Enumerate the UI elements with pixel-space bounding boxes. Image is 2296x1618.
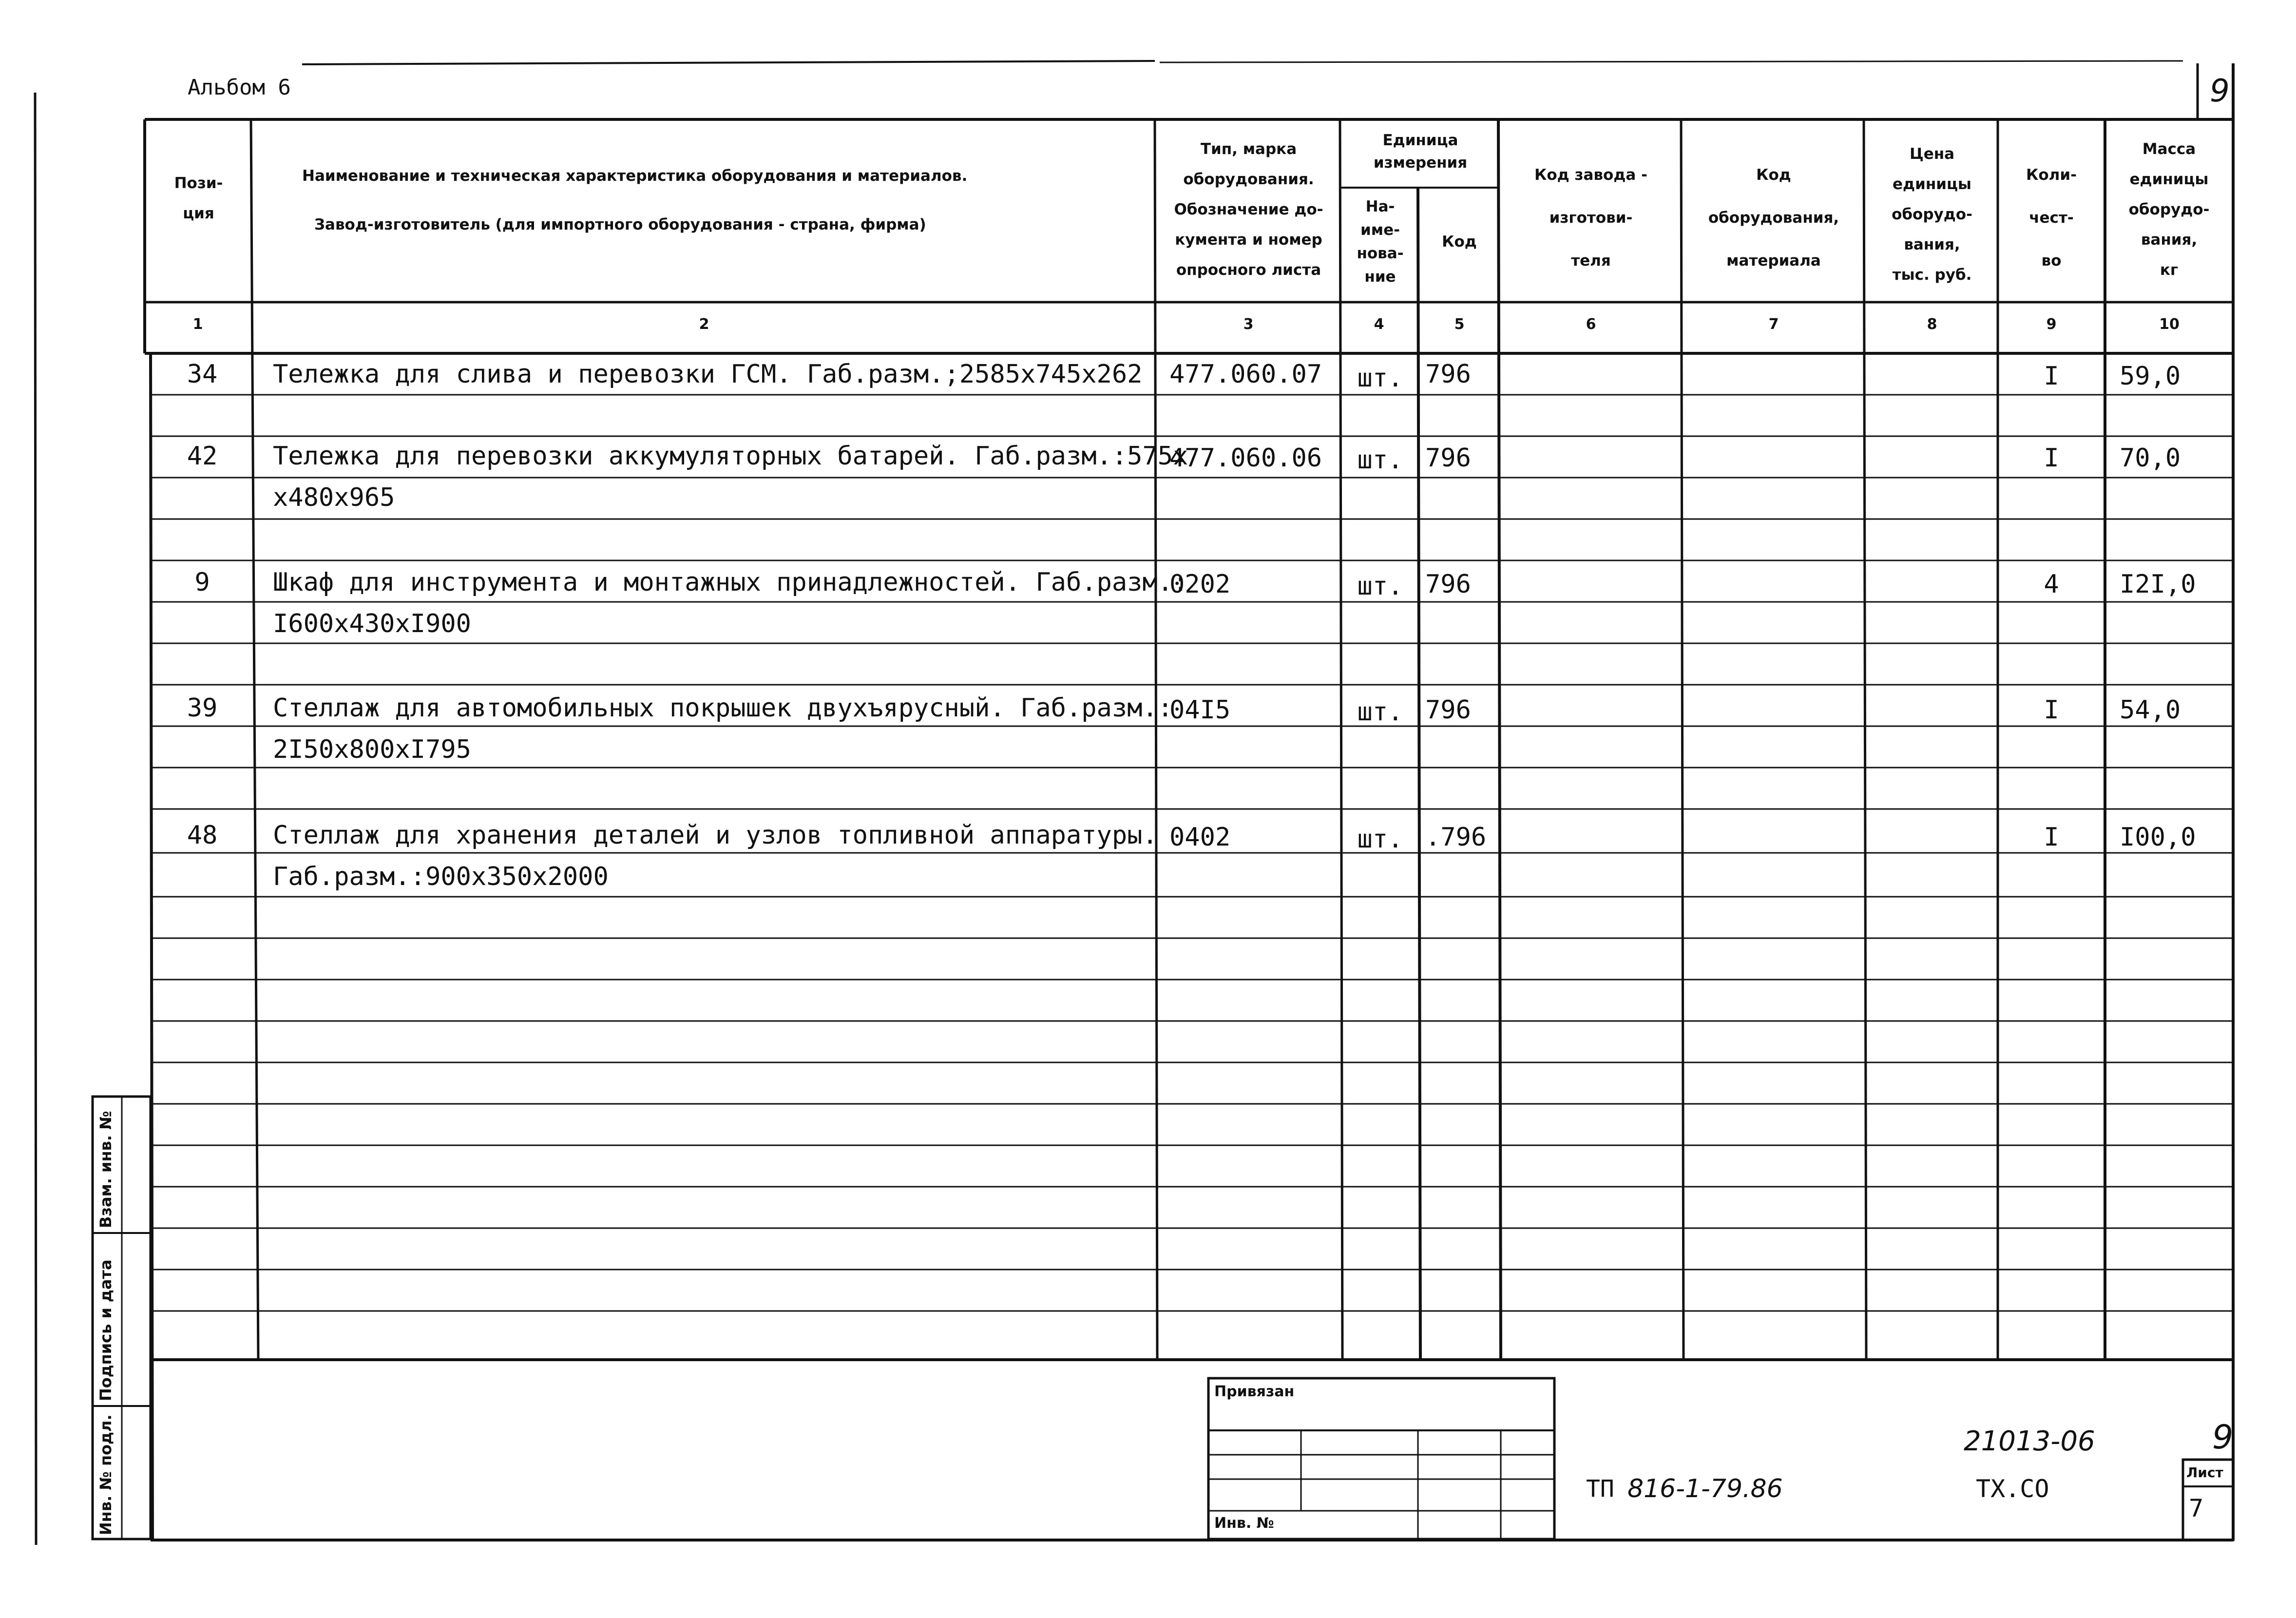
row-type: 477.060.07 <box>1169 360 1322 389</box>
row-name-line: Тележка для перевозки аккумуляторных батарей. Габ.разм.:575х <box>273 442 1188 471</box>
row-quantity: I <box>2044 695 2059 725</box>
row-code: .796 <box>1425 823 1487 852</box>
side-label-replacement-inv: Взам. инв. № <box>96 1111 115 1228</box>
row-name-line: Габ.разм.:900х350х2000 <box>273 862 609 891</box>
header-position: Пози- ция <box>174 174 223 222</box>
row-position: 48 <box>187 821 218 850</box>
side-label-original-inv: Инв. № подл. <box>96 1414 115 1535</box>
column-number: 3 <box>1243 316 1254 333</box>
row-name-line: I600х430хI900 <box>273 609 471 638</box>
row-name-line: Стеллаж для автомобильных покрышек двухъярусный. Габ.разм.: <box>273 693 1173 723</box>
side-label-signature-date: Подпись и дата <box>96 1259 115 1401</box>
row-unit: шт. <box>1357 445 1403 475</box>
row-position: 39 <box>187 693 218 723</box>
stamp-privyazan: Привязан <box>1214 1383 1295 1400</box>
column-number: 7 <box>1768 316 1779 333</box>
row-unit: шт. <box>1357 364 1403 393</box>
header-type: Тип, марка оборудования. Обозначение до- кумента и номер опросного листа <box>1174 140 1323 279</box>
column-number: 6 <box>1586 316 1596 333</box>
row-code: 796 <box>1425 360 1471 389</box>
column-number: 8 <box>1927 316 1937 333</box>
row-name-line: Шкаф для инструмента и монтажных принадлежностей. Габ.разм.: <box>273 568 1188 597</box>
row-name-line: х480х965 <box>273 483 395 512</box>
column-number: 10 <box>2159 316 2180 333</box>
header-mass: Масса единицы оборудо- вания, кг <box>2128 140 2210 279</box>
column-number: 5 <box>1454 316 1465 333</box>
row-mass: I00,0 <box>2120 823 2196 852</box>
row-mass: 59,0 <box>2120 362 2181 391</box>
row-position: 42 <box>187 442 218 471</box>
row-code: 796 <box>1425 443 1471 473</box>
row-type: 04I5 <box>1169 695 1231 725</box>
header-maker-code: Код завода - изготови- теля <box>1534 166 1647 270</box>
header-unit-name: На- име- нова- ние <box>1357 198 1404 286</box>
header-quantity: Коли- чест- во <box>2026 166 2077 270</box>
column-number: 1 <box>192 316 203 333</box>
column-number: 2 <box>699 316 709 333</box>
stamp-list-label: Лист <box>2186 1464 2223 1481</box>
header-unit-code: Код <box>1442 233 1477 250</box>
row-type: 0202 <box>1169 570 1231 599</box>
row-quantity: I <box>2044 823 2059 852</box>
row-quantity: I <box>2044 362 2059 391</box>
row-position: 9 <box>194 568 210 597</box>
album-label: Альбом 6 <box>188 75 291 100</box>
stamp-tp-label: ТП <box>1586 1475 1614 1502</box>
header-name-line1: Наименование и техническая характеристика оборудования и материалов. <box>302 167 968 185</box>
column-number: 4 <box>1374 316 1384 333</box>
row-position: 34 <box>187 360 218 389</box>
row-type: 477.060.06 <box>1169 443 1322 473</box>
row-mass: 54,0 <box>2120 695 2181 725</box>
row-mass: I2I,0 <box>2120 570 2196 599</box>
header-name-line2: Завод-изготовитель (для импортного оборудования - страна, фирма) <box>314 216 926 233</box>
row-name-line: Стеллаж для хранения деталей и узлов топливной аппаратуры. <box>273 821 1158 850</box>
row-unit: шт. <box>1357 697 1403 727</box>
stamp-tx-code: ТХ.СО <box>1976 1475 2049 1503</box>
header-unit-group: Единица измерения <box>1373 132 1468 172</box>
row-name-line: Тележка для слива и перевозки ГСМ. Габ.разм.;2585х745х262 <box>273 360 1143 389</box>
column-number: 9 <box>2046 316 2057 333</box>
stamp-tp-code: 816-1-79.86 <box>1627 1474 1783 1503</box>
row-name-line: 2I50х800хI795 <box>273 735 471 764</box>
document-number: 21013-06 <box>1964 1425 2095 1457</box>
row-unit: шт. <box>1357 825 1403 854</box>
row-type: 0402 <box>1169 823 1231 852</box>
header-price: Цена единицы оборудо- вания, тыс. руб. <box>1892 145 1972 284</box>
row-quantity: I <box>2044 443 2059 473</box>
corner-page-number: 9 <box>2210 73 2230 109</box>
stamp-list-value: 7 <box>2189 1494 2204 1522</box>
header-equipment-code: Код оборудования, материала <box>1708 166 1839 270</box>
stamp-sheet-number: 9 <box>2212 1418 2234 1457</box>
stamp-inv-no: Инв. № <box>1214 1515 1274 1532</box>
row-code: 796 <box>1425 570 1471 599</box>
row-mass: 70,0 <box>2120 443 2181 473</box>
row-quantity: 4 <box>2044 570 2059 599</box>
row-code: 796 <box>1425 695 1471 725</box>
row-unit: шт. <box>1357 572 1403 601</box>
